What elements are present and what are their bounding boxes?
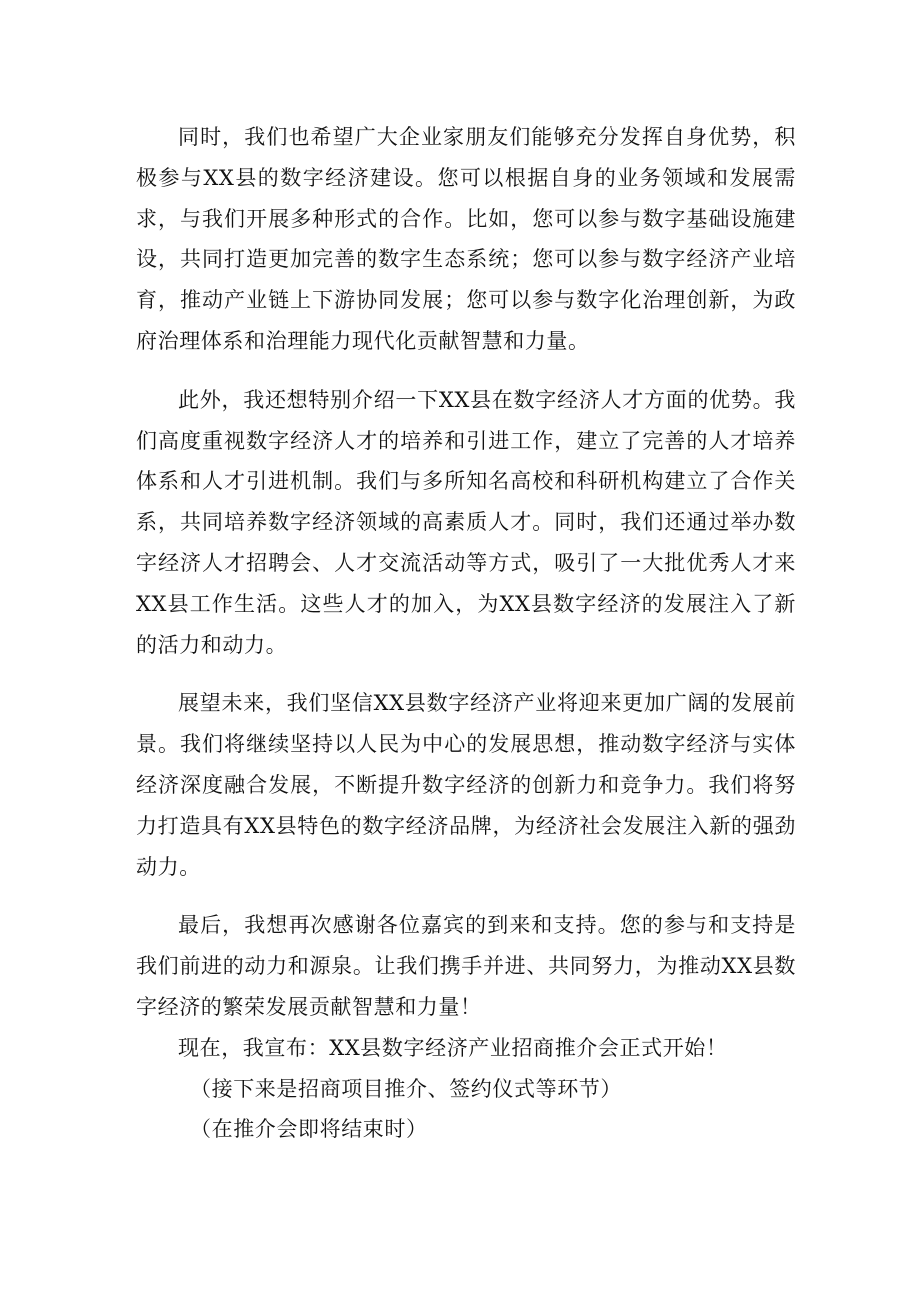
paragraph-outlook: 展望未来，我们坚信XX县数字经济产业将迎来更加广阔的发展前景。我们将继续坚持以人民为中心的发展思想，推动数字经济与实体经济深度融合发展，不断提升数字经济的创新力和竞争力。我们将努力打造具有XX县特色的数字经济品牌，为经济社会发展注入新的强劲动力。: [136, 691, 796, 879]
paragraph-cooperation: 同时，我们也希望广大企业家朋友们能够充分发挥自身优势，积极参与XX县的数字经济建设。您可以根据自身的业务领域和发展需求，与我们开展多种形式的合作。比如，您可以参与数字基础设施建设，共同打造更加完善的数字生态系统；您可以参与数字经济产业培育，推动产业链上下游协同发展；您可以参与数字化治理创新，为政府治理体系和治理能力现代化贡献智慧和力量。: [136, 125, 796, 353]
announcement-line: 现在，我宣布：XX县数字经济产业招商推介会正式开始！: [178, 1035, 728, 1060]
stage-note-closing: （在推介会即将结束时）: [190, 1117, 428, 1142]
paragraph-talent: 此外，我还想特别介绍一下XX县在数字经济人才方面的优势。我们高度重视数字经济人才的培养和引进工作，建立了完善的人才培养体系和人才引进机制。我们与多所知名高校和科研机构建立了合作关系，共同培养数字经济领域的高素质人才。同时，我们还通过举办数字经济人才招聘会、人才交流活动等方式，吸引了一大批优秀人才来XX县工作生活。这些人才的加入，为XX县数字经济的发展注入了新的活力和动力。: [136, 387, 796, 657]
paragraph-thanks: 最后，我想再次感谢各位嘉宾的到来和支持。您的参与和支持是我们前进的动力和源泉。让我们携手并进、共同努力，为推动XX县数字经济的繁荣发展贡献智慧和力量！: [136, 913, 796, 1019]
stage-note-agenda: （接下来是招商项目推介、签约仪式等环节）: [190, 1076, 622, 1101]
document-body: [136, 117, 796, 1150]
